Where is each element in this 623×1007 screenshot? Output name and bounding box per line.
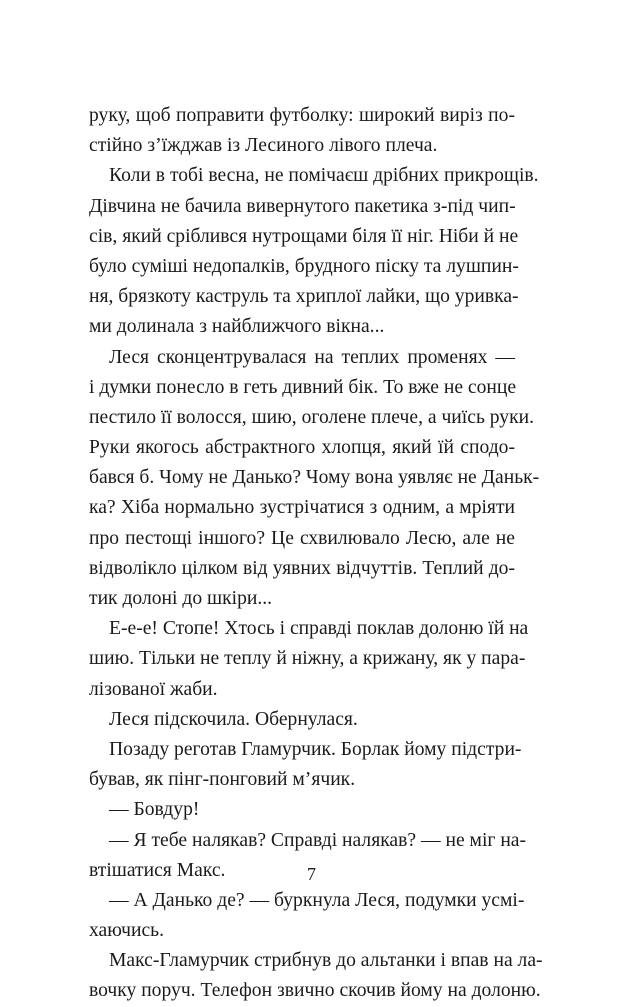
text-line: сів, який сріблився нутрощами біля її ніг. Ніби й не [89, 225, 519, 247]
text-line: Позаду реготав Гламурчик. Борлак йому підстри- [109, 738, 522, 760]
text-line: Леся підскочила. Обернулася. [109, 708, 358, 730]
text-line: Дівчина не бачила вивернутого пакетика з-під чип- [89, 195, 516, 217]
text-line: лізованої жаби. [89, 678, 218, 700]
text-line: відволікло цілком від уявних відчуттів. Теплий до- [89, 557, 515, 579]
text-line: бував, як пінг-понговий м’ячик. [89, 769, 356, 791]
text-line: — Бовдур! [109, 799, 200, 821]
text-line: ми долинала з найближчого вікна... [89, 316, 385, 338]
text-line: було суміші недопалків, брудного піску та лушпин- [89, 255, 519, 277]
text-line: ня, брязкоту каструль та хриплої лайки, що уривка- [89, 286, 519, 308]
text-line: тик долоні до шкіри... [89, 588, 273, 609]
text-line: бався б. Чому не Данько? Чому вона уявляє не Даньк- [89, 467, 540, 489]
text-line: — А Данько де? — буркнула Леся, подумки усмі- [109, 889, 525, 911]
text-line: ка? Хіба нормально зустрічатися з одним, а мріяти [89, 497, 515, 519]
text-line: про пестощі іншого? Це схвилювало Лесю, але не [89, 527, 515, 549]
text-line: шию. Тільки не теплу й ніжну, а крижану, як у пара- [89, 648, 526, 670]
text-line: Коли в тобі весна, не помічаєш дрібних прикрощів. [109, 165, 539, 187]
page-number: 7 [307, 864, 316, 884]
text-line: стійно з’їжджав із Лесиного лівого плеча. [89, 135, 438, 157]
text-line: Руки якогось абстрактного хлопця, який їй сподо- [89, 437, 515, 459]
text-line: Е-е-е! Стопе! Хтось і справді поклав долоню їй на [109, 618, 529, 640]
text-line: втішатися Макс. [89, 859, 226, 881]
text-line: руку, щоб поправити футболку: широкий виріз по- [89, 105, 515, 126]
text-line: Леся сконцентрувалася на теплих променях — [109, 346, 515, 368]
text-line: і думки понесло в геть дивний бік. То вже не сонце [89, 376, 517, 398]
text-line: пестило її волосся, шию, оголене плече, а чиїсь руки. [89, 406, 535, 428]
text-line: Макс-Гламурчик стрибнув до альтанки і впав на ла- [109, 950, 543, 972]
text-line: хаючись. [89, 920, 164, 942]
text-line: — Я тебе налякав? Справді налякав? — не міг на- [109, 829, 527, 851]
text-line: вочку поруч. Телефон звично скочив йому на долоню. [89, 980, 541, 1002]
